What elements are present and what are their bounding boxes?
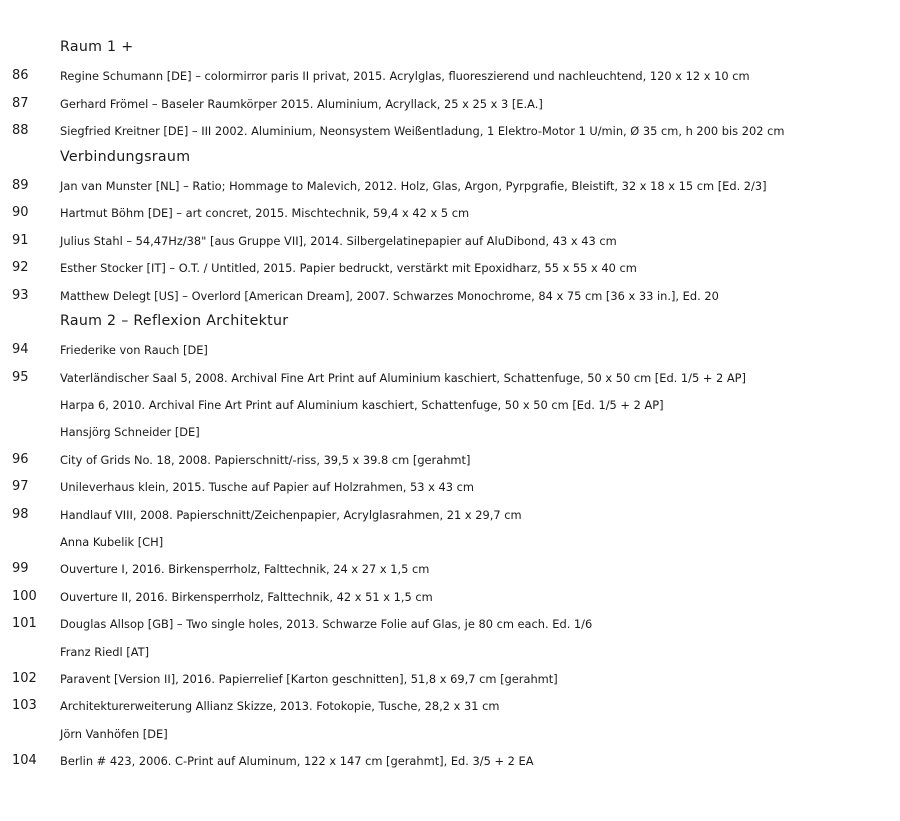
entry-text: Vaterländischer Saal 5, 2008. Archival Fine Art Print auf Aluminium kaschiert, Schattenfuge, 50 x 50 cm [Ed. 1/5 + 2 AP] <box>60 370 747 385</box>
entry-text: Hansjörg Schneider [DE] <box>60 425 200 440</box>
catalogue-entry <box>0 473 900 500</box>
catalogue-entry <box>0 117 900 144</box>
entry-text: Regine Schumann [DE] – colormirror paris II privat, 2015. Acrylglas, fluoreszierend und nachleuchtend, 120 x 12 x 10 cm <box>60 69 750 84</box>
entry-number: 94 <box>12 342 29 358</box>
catalogue-entry <box>0 336 900 363</box>
entry-number: 91 <box>12 232 29 248</box>
entry-number: 100 <box>12 588 37 604</box>
section-heading-text: Verbindungsraum <box>60 148 191 165</box>
entry-text: Paravent [Version II], 2016. Papierrelief [Karton geschnitten], 51,8 x 69,7 cm [gerahmt] <box>60 671 558 686</box>
entry-number: 86 <box>12 68 29 84</box>
entry-number: 92 <box>12 260 29 276</box>
entry-text: Franz Riedl [AT] <box>60 644 150 659</box>
entry-text: Handlauf VIII, 2008. Papierschnitt/Zeichenpapier, Acrylglasrahmen, 21 x 29,7 cm <box>60 507 522 522</box>
catalogue-entry <box>0 528 900 555</box>
entry-number: 87 <box>12 95 29 111</box>
entry-text: Berlin # 423, 2006. C-Print auf Aluminum, 122 x 147 cm [gerahmt], Ed. 3/5 + 2 EA <box>60 754 534 769</box>
catalogue-entry <box>0 665 900 692</box>
entry-number: 95 <box>12 369 29 385</box>
entry-text: Architekturerweiterung Allianz Skizze, 2013. Fotokopie, Tusche, 28,2 x 31 cm <box>60 699 500 714</box>
entry-text: Friederike von Rauch [DE] <box>60 343 208 358</box>
catalogue-entry <box>0 501 900 528</box>
catalogue-entry <box>0 172 900 199</box>
catalogue-entry <box>0 747 900 774</box>
entry-text: Ouverture II, 2016. Birkensperrholz, Falttechnik, 42 x 51 x 1,5 cm <box>60 589 433 604</box>
catalogue-list <box>0 35 900 775</box>
catalogue-entry <box>0 90 900 117</box>
entry-number: 103 <box>12 698 37 714</box>
entry-number: 101 <box>12 616 37 632</box>
entry-text: Siegfried Kreitner [DE] – III 2002. Aluminium, Neonsystem Weißentladung, 1 Elektro-Motor 1 U/min, Ø 35 cm, h 200 bis 202 cm <box>60 124 785 139</box>
entry-text: Julius Stahl – 54,47Hz/38" [aus Gruppe VII], 2014. Silbergelatinepapier auf AluDibond, 43 x 43 cm <box>60 233 617 248</box>
catalogue-entry <box>0 418 900 445</box>
entry-number: 96 <box>12 451 29 467</box>
entry-text: Gerhard Frömel – Baseler Raumkörper 2015. Aluminium, Acryllack, 25 x 25 x 3 [E.A.] <box>60 96 543 111</box>
entry-number: 98 <box>12 506 29 522</box>
catalogue-entry <box>0 62 900 89</box>
section-heading <box>0 145 900 172</box>
entry-text: Unileverhaus klein, 2015. Tusche auf Papier auf Holzrahmen, 53 x 43 cm <box>60 480 474 495</box>
entry-text: Hartmut Böhm [DE] – art concret, 2015. Mischtechnik, 59,4 x 42 x 5 cm <box>60 206 470 221</box>
catalogue-entry <box>0 227 900 254</box>
catalogue-entry <box>0 446 900 473</box>
section-heading <box>0 35 900 62</box>
entry-number: 93 <box>12 287 29 303</box>
entry-text: Jan van Munster [NL] – Ratio; Hommage to Malevich, 2012. Holz, Glas, Argon, Pyrpgrafie, Bleistift, 32 x 18 x 15 cm [Ed. 2/3] <box>60 178 767 193</box>
section-heading-text: Raum 1 + <box>60 39 134 55</box>
entry-number: 104 <box>12 753 37 769</box>
entry-number: 90 <box>12 205 29 221</box>
catalogue-entry <box>0 638 900 665</box>
catalogue-entry <box>0 282 900 309</box>
catalogue-entry <box>0 720 900 747</box>
catalogue-entry <box>0 555 900 582</box>
entry-text: Ouverture I, 2016. Birkensperrholz, Falttechnik, 24 x 27 x 1,5 cm <box>60 562 430 577</box>
entry-number: 99 <box>12 561 29 577</box>
entry-number: 89 <box>12 177 29 193</box>
catalogue-entry <box>0 391 900 418</box>
entry-text: Jörn Vanhöfen [DE] <box>60 726 168 741</box>
entry-number: 97 <box>12 479 29 495</box>
catalogue-entry <box>0 364 900 391</box>
entry-text: Harpa 6, 2010. Archival Fine Art Print auf Aluminium kaschiert, Schattenfuge, 50 x 50 cm [Ed. 1/5 + 2 AP] <box>60 398 664 413</box>
catalogue-entry <box>0 254 900 281</box>
entry-text: Douglas Allsop [GB] – Two single holes, 2013. Schwarze Folie auf Glas, je 80 cm each. Ed. 1/6 <box>60 617 593 632</box>
entry-text: Anna Kubelik [CH] <box>60 535 164 550</box>
catalogue-entry <box>0 692 900 719</box>
section-heading-text: Raum 2 – Reflexion Architektur <box>60 312 289 329</box>
catalogue-entry <box>0 610 900 637</box>
catalogue-entry <box>0 583 900 610</box>
catalogue-entry <box>0 199 900 226</box>
entry-number: 88 <box>12 123 29 139</box>
entry-text: Esther Stocker [IT] – O.T. / Untitled, 2015. Papier bedruckt, verstärkt mit Epoxidharz, 55 x 55 x 40 cm <box>60 261 637 276</box>
entry-text: Matthew Delegt [US] – Overlord [American Dream], 2007. Schwarzes Monochrome, 84 x 75 cm [36 x 33 in.], Ed. 20 <box>60 288 719 303</box>
entry-number: 102 <box>12 670 37 686</box>
section-heading <box>0 309 900 336</box>
entry-text: City of Grids No. 18, 2008. Papierschnitt/-riss, 39,5 x 39.8 cm [gerahmt] <box>60 452 471 467</box>
